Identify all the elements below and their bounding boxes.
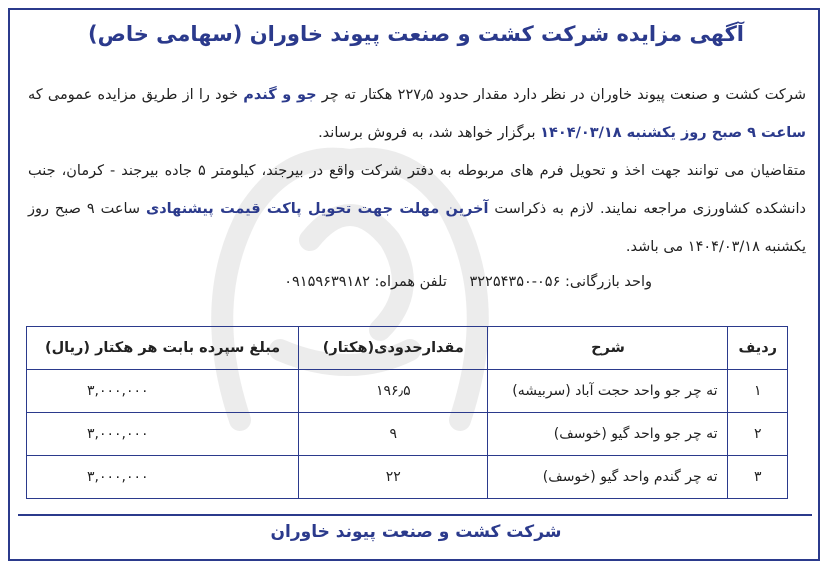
header-deposit: مبلغ سپرده بابت هر هکتار (ریال) xyxy=(27,327,299,370)
contact-info xyxy=(266,274,652,290)
highlight-auction-time: ساعت ۹ صبح روز یکشنبه ۱۴۰۴/۰۳/۱۸ xyxy=(540,125,806,141)
notice-title: آگهی مزایده شرکت کشت و صنعت پیوند خاوران (سهامی خاص) xyxy=(87,22,744,46)
paragraph-2 xyxy=(28,152,806,266)
cell-description: ته چر جو واحد گیو (خوسف) xyxy=(488,413,728,456)
notice-body xyxy=(28,76,806,266)
highlight-deadline: آخرین مهلت جهت تحویل پاکت قیمت پیشنهادی xyxy=(145,201,489,217)
cell-deposit: ۳,۰۰۰,۰۰۰ xyxy=(27,370,299,413)
text-segment: برگزار خواهد شد، به فروش برساند. xyxy=(318,125,541,141)
cell-deposit: ۳,۰۰۰,۰۰۰ xyxy=(27,456,299,499)
mobile-phone: تلفن همراه: ۰۹۱۵۹۶۳۹۱۸۲ xyxy=(284,274,447,290)
office-phone: واحد بازرگانی: ۰۵۶-۳۲۲۵۴۳۵۰ xyxy=(469,274,652,290)
cell-deposit: ۳,۰۰۰,۰۰۰ xyxy=(27,413,299,456)
cell-description: ته چر گندم واحد گیو (خوسف) xyxy=(488,456,728,499)
header-description: شرح xyxy=(488,327,728,370)
header-area: مقدارحدودی(هکتار) xyxy=(299,327,488,370)
table-header-row xyxy=(27,327,788,370)
cell-area: ۱۹۶٫۵ xyxy=(299,370,488,413)
highlight-crops: جو و گندم xyxy=(243,87,317,103)
company-signature: شرکت کشت و صنعت پیوند خاوران xyxy=(270,522,562,542)
cell-row-number: ۱ xyxy=(728,370,788,413)
text-segment: خود را از طریق مزایده عمومی که xyxy=(28,87,244,103)
paragraph-1 xyxy=(28,76,806,152)
cell-row-number: ۲ xyxy=(728,413,788,456)
table-row xyxy=(27,370,788,413)
cell-description: ته چر جو واحد حجت آباد (سربیشه) xyxy=(488,370,728,413)
footer-divider xyxy=(18,514,812,516)
table-row xyxy=(27,413,788,456)
table-row xyxy=(27,456,788,499)
header-row-number: ردیف xyxy=(728,327,788,370)
text-segment: ساعت ۹ صبح روز یکشنبه ۱۴۰۴/۰۳/۱۸ می باشد. xyxy=(28,201,806,255)
text-segment: متقاضیان می توانند جهت اخذ و تحویل فرم های مربوطه به دفتر شرکت واقع در بیرجند، کیلومتر ۵ جاده بیرجند - کرمان، جنب دانشکده کشاورزی مراجعه نمایند. لازم به ذکراست xyxy=(28,163,806,217)
cell-row-number: ۳ xyxy=(728,456,788,499)
cell-area: ۲۲ xyxy=(299,456,488,499)
auction-table xyxy=(26,326,788,499)
cell-area: ۹ xyxy=(299,413,488,456)
text-segment: شرکت کشت و صنعت پیوند خاوران در نظر دارد مقدار حدود ۲۲۷٫۵ هکتار ته چر xyxy=(316,87,806,103)
